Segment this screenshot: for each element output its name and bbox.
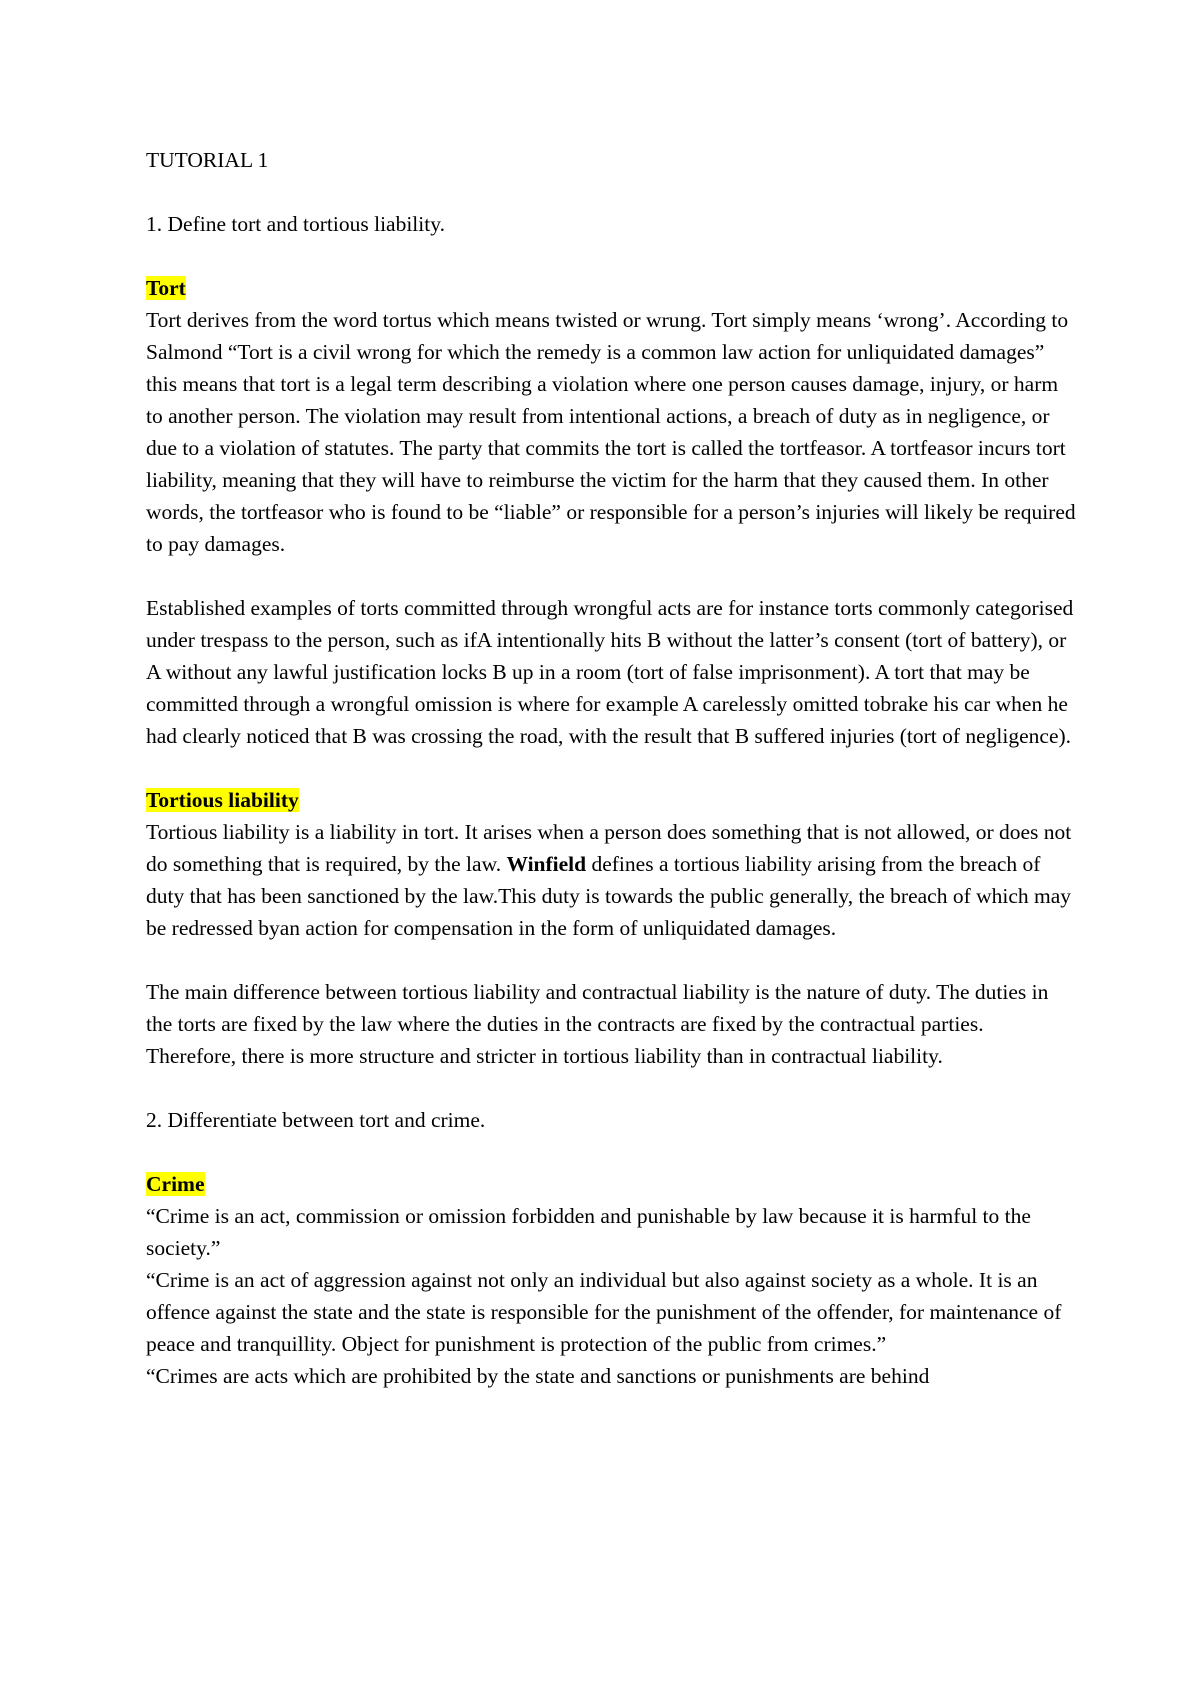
- crime-quote-1: “Crime is an act, commission or omission forbidden and punishable by law because it is harmful to the society.”: [146, 1204, 1031, 1260]
- liability-heading-line: [146, 784, 1076, 816]
- difference-paragraph: The main difference between tortious liability and contractual liability is the nature of duty. The duties in the torts are fixed by the law where the duties in the contracts are fixed by the contractual parties. Therefore, there is more structure and stricter in tortious liability than in contractual liability.: [146, 980, 1049, 1068]
- document-body: [146, 144, 1076, 1392]
- winfield-bold: Winfield: [506, 852, 587, 876]
- liability-text-end: defines a tortious liability arising from the breach of duty that has been sanctioned by the law.This duty is towards the public generally, the breach of which may be redressed byan action for compensation in the form of unliquidated damages.: [146, 852, 1072, 940]
- crime-quote-3: “Crimes are acts which are prohibited by the state and sanctions or punishments are behind: [146, 1364, 930, 1388]
- crime-quote-2: “Crime is an act of aggression against not only an individual but also against society as a whole. It is an offence against the state and the state is responsible for the punishment of the offender, for maintenance of peace and tranquillity. Object for punishment is protection of the public from crimes.”: [146, 1268, 1062, 1356]
- examples-paragraph: Established examples of torts committed through wrongful acts are for instance torts commonly categorised under trespass to the person, such as ifA intentionally hits B without the latter’s consent (tort of battery), or A without any lawful justification locks B up in a room (tort of false imprisonment). A tort that may be committed through a wrongful omission is where for example A carelessly omitted tobrake his car when he had clearly noticed that B was crossing the road, with the result that B suffered injuries (tort of negligence).: [146, 596, 1074, 748]
- tortious-liability-heading: Tortious liability: [146, 788, 299, 812]
- crime-heading-line: [146, 1168, 1076, 1200]
- tort-heading-line: [146, 272, 1076, 304]
- crime-heading: Crime: [146, 1172, 205, 1196]
- liability-text-start: Tortious liability is a liability in tort. It arises when a person does something that is not allowed, or does not do something that is required, by the law.: [146, 820, 1072, 876]
- question-1: 1. Define tort and tortious liability.: [146, 212, 445, 236]
- tort-paragraph: Tort derives from the word tortus which means twisted or wrung. Tort simply means ‘wrong’. According to Salmond “Tort is a civil wrong for which the remedy is a common law action for unliquidated damages” this means that tort is a legal term describing a violation where one person causes damage, injury, or harm to another person. The violation may result from intentional actions, a breach of duty as in negligence, or due to a violation of statutes. The party that commits the tort is called the tortfeasor. A tortfeasor incurs tort liability, meaning that they will have to reimburse the victim for the harm that they caused them. In other words, the tortfeasor who is found to be “liable” or responsible for a person’s injuries will likely be required to pay damages.: [146, 308, 1076, 556]
- question-2: 2. Differentiate between tort and crime.: [146, 1108, 486, 1132]
- tort-heading: Tort: [146, 276, 186, 300]
- tortious-liability-paragraph: [146, 816, 1076, 944]
- document-title: TUTORIAL 1: [146, 148, 269, 172]
